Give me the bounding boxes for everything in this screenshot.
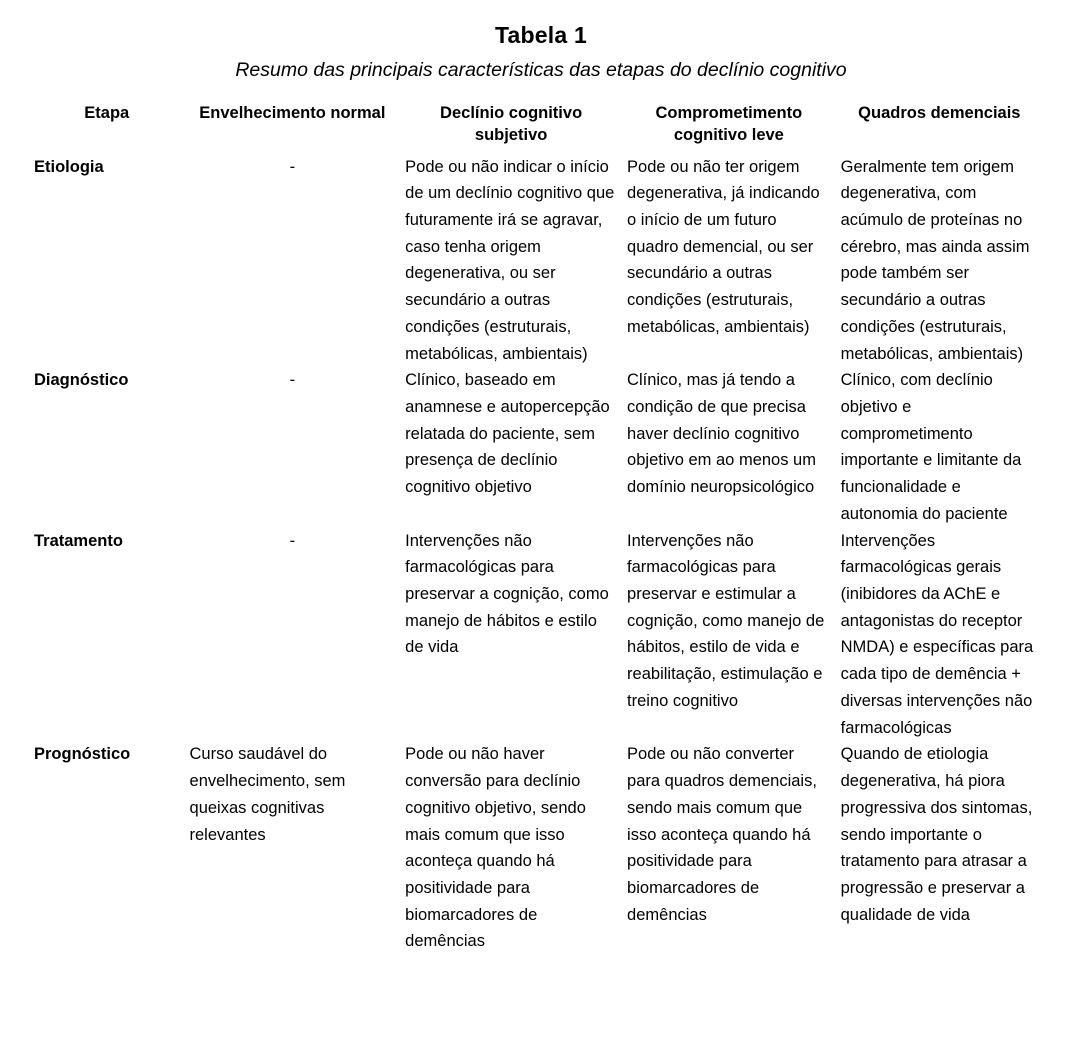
column-header-quadros-demenciais: Quadros demenciais — [858, 104, 1021, 122]
cell-etiologia-envelhecimento-normal: - — [289, 157, 296, 176]
cell-etiologia-quadros-demenciais: Geralmente tem origem degenerativa, com acúmulo de proteínas no cérebro, mas ainda assim pode também ser secundário a outras condições (estruturais, metabólicas, ambientais) — [840, 157, 1030, 363]
cell-prognostico-quadros-demenciais: Quando de etiologia degenerativa, há piora progressiva dos sintomas, sendo importante o tratamento para atrasar a progressão e preservar a qualidade de vida — [840, 745, 1033, 924]
table-number: Tabela 1 — [495, 22, 587, 48]
row-label-diagnostico: Diagnóstico — [34, 371, 129, 390]
table-row — [34, 154, 1048, 368]
row-label-prognostico: Prognóstico — [34, 745, 131, 764]
row-label-tratamento: Tratamento — [34, 531, 123, 550]
table-header-row — [34, 102, 1048, 154]
table-row — [34, 528, 1048, 742]
table-header — [34, 102, 1048, 154]
column-header-declinio-cognitivo-subjetivo: Declínio cognitivo subjetivo — [440, 104, 583, 145]
summary-table — [34, 102, 1048, 955]
cell-prognostico-declinio-cognitivo-subjetivo: Pode ou não haver conversão para declínio cognitivo objetivo, sendo mais comum que isso aconteça quando há positividade para biomarcadores de demências — [405, 745, 586, 951]
table-row — [34, 741, 1048, 955]
cell-prognostico-comprometimento-cognitivo-leve: Pode ou não converter para quadros demenciais, sendo mais comum que isso aconteça quando há positividade para biomarcadores de demências — [627, 745, 817, 924]
cell-tratamento-quadros-demenciais: Intervenções farmacológicas gerais (inibidores da AChE e antagonistas do receptor NMDA) e específicas para cada tipo de demência + diversas intervenções não farmacológicas — [840, 531, 1034, 737]
column-header-comprometimento-cognitivo-leve: Comprometimento cognitivo leve — [655, 104, 803, 145]
table-body — [34, 154, 1048, 956]
table-caption: Resumo das principais características das etapas do declínio cognitivo — [235, 59, 847, 81]
cell-diagnostico-envelhecimento-normal: - — [289, 371, 296, 390]
table-row — [34, 367, 1048, 527]
cell-tratamento-envelhecimento-normal: - — [289, 531, 296, 550]
row-label-etiologia: Etiologia — [34, 157, 104, 176]
cell-diagnostico-declinio-cognitivo-subjetivo: Clínico, baseado em anamnese e autopercepção relatada do paciente, sem presença de declínio cognitivo objetivo — [405, 371, 610, 497]
cell-tratamento-declinio-cognitivo-subjetivo: Intervenções não farmacológicas para preservar a cognição, como manejo de hábitos e estilo de vida — [405, 531, 609, 657]
cell-etiologia-declinio-cognitivo-subjetivo: Pode ou não indicar o início de um declínio cognitivo que futuramente irá se agravar, caso tenha origem degenerativa, ou ser secundário a outras condições (estruturais, metabólicas, ambientais) — [405, 157, 615, 363]
cell-diagnostico-quadros-demenciais: Clínico, com declínio objetivo e comprometimento importante e limitante da funcionalidade e autonomia do paciente — [840, 371, 1022, 523]
cell-prognostico-envelhecimento-normal: Curso saudável do envelhecimento, sem queixas cognitivas relevantes — [189, 745, 346, 844]
column-header-etapa: Etapa — [84, 104, 130, 122]
column-header-envelhecimento-normal: Envelhecimento normal — [199, 104, 386, 122]
cell-etiologia-comprometimento-cognitivo-leve: Pode ou não ter origem degenerativa, já indicando o início de um futuro quadro demencial, ou ser secundário a outras condições (estruturais, metabólicas, ambientais) — [627, 157, 820, 336]
cell-diagnostico-comprometimento-cognitivo-leve: Clínico, mas já tendo a condição de que precisa haver declínio cognitivo objetivo em ao menos um domínio neuropsicológico — [627, 371, 816, 497]
cell-tratamento-comprometimento-cognitivo-leve: Intervenções não farmacológicas para preservar e estimular a cognição, como manejo de hábitos, estilo de vida e reabilitação, estimulação e treino cognitivo — [627, 531, 825, 710]
